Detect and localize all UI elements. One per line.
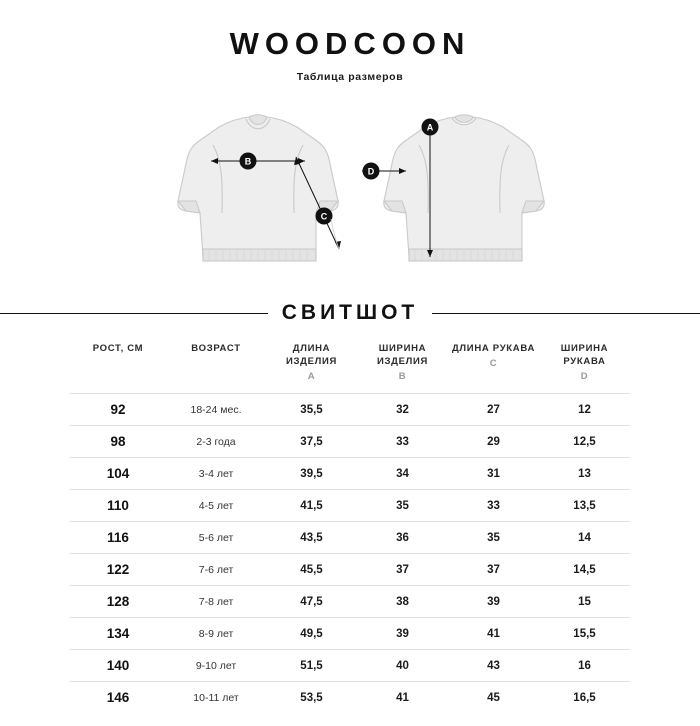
cell-sleeve-width-d: 14,5	[539, 554, 630, 586]
page-subtitle: Таблица размеров	[296, 71, 404, 83]
column-header-age	[166, 341, 266, 394]
cell-length-a: 53,5	[266, 682, 357, 714]
column-header-height-title: РОСТ, СМ	[92, 343, 144, 354]
cell-width-b: 36	[357, 522, 448, 554]
table-row	[70, 458, 630, 490]
column-header-sleeve-width-d	[539, 341, 630, 394]
table-row	[70, 586, 630, 618]
column-header-length-a-title: ДЛИНА ИЗДЕЛИЯ	[285, 343, 338, 367]
size-table-header-row	[70, 341, 630, 394]
cell-age: 8-9 лет	[166, 618, 266, 650]
cell-age: 10-11 лет	[166, 682, 266, 714]
column-header-sleeve-length-c	[448, 341, 539, 394]
column-header-sleeve-length-c-title: ДЛИНА РУКАВА	[451, 343, 536, 354]
cell-age: 3-4 лет	[166, 458, 266, 490]
cell-length-a: 41,5	[266, 490, 357, 522]
cell-height: 110	[70, 490, 166, 522]
cell-sleeve-width-d: 12,5	[539, 426, 630, 458]
cell-height: 116	[70, 522, 166, 554]
table-row	[70, 554, 630, 586]
cell-sleeve-length-c: 33	[448, 490, 539, 522]
cell-sleeve-width-d: 14	[539, 522, 630, 554]
cell-sleeve-length-c: 41	[448, 618, 539, 650]
marker-c-label: C	[320, 211, 328, 222]
cell-width-b: 41	[357, 682, 448, 714]
table-row	[70, 522, 630, 554]
table-row	[70, 682, 630, 714]
cell-height: 146	[70, 682, 166, 714]
cell-length-a: 35,5	[266, 394, 357, 426]
cell-height: 98	[70, 426, 166, 458]
cell-sleeve-length-c: 29	[448, 426, 539, 458]
cell-sleeve-width-d: 15,5	[539, 618, 630, 650]
cell-length-a: 49,5	[266, 618, 357, 650]
column-header-age-title: ВОЗРАСТ	[191, 343, 241, 354]
cell-sleeve-length-c: 45	[448, 682, 539, 714]
column-header-length-a-letter: A	[307, 370, 316, 382]
size-chart-page	[0, 26, 700, 726]
table-row	[70, 490, 630, 522]
cell-width-b: 33	[357, 426, 448, 458]
marker-d-label: D	[367, 166, 375, 177]
cell-width-b: 32	[357, 394, 448, 426]
column-header-width-b-letter: B	[398, 370, 407, 382]
cell-sleeve-length-c: 37	[448, 554, 539, 586]
column-header-width-b	[357, 341, 448, 394]
cell-sleeve-length-c: 31	[448, 458, 539, 490]
table-row	[70, 426, 630, 458]
cell-sleeve-width-d: 13,5	[539, 490, 630, 522]
cell-sleeve-length-c: 43	[448, 650, 539, 682]
garment-illustrations	[0, 89, 700, 289]
cell-height: 134	[70, 618, 166, 650]
cell-width-b: 34	[357, 458, 448, 490]
column-header-sleeve-width-d-title: ШИРИНА РУКАВА	[560, 343, 609, 367]
cell-length-a: 43,5	[266, 522, 357, 554]
cell-width-b: 39	[357, 618, 448, 650]
cell-height: 128	[70, 586, 166, 618]
brand-title: WOODCOON	[229, 26, 471, 61]
marker-b-label: B	[244, 156, 252, 167]
cell-height: 92	[70, 394, 166, 426]
cell-sleeve-length-c: 35	[448, 522, 539, 554]
table-row	[70, 618, 630, 650]
size-table	[70, 341, 630, 713]
cell-sleeve-width-d: 13	[539, 458, 630, 490]
cell-width-b: 40	[357, 650, 448, 682]
cell-length-a: 37,5	[266, 426, 357, 458]
cell-length-a: 47,5	[266, 586, 357, 618]
marker-a-label: A	[426, 122, 434, 133]
table-row	[70, 650, 630, 682]
cell-sleeve-length-c: 39	[448, 586, 539, 618]
column-header-width-b-title: ШИРИНА ИЗДЕЛИЯ	[376, 343, 429, 367]
cell-width-b: 37	[357, 554, 448, 586]
column-header-sleeve-length-c-letter: C	[489, 357, 498, 369]
cell-age: 5-6 лет	[166, 522, 266, 554]
column-header-height	[70, 341, 166, 394]
column-header-length-a	[266, 341, 357, 394]
cell-height: 122	[70, 554, 166, 586]
column-header-sleeve-width-d-letter: D	[580, 370, 589, 382]
cell-sleeve-width-d: 15	[539, 586, 630, 618]
cell-age: 18-24 мес.	[166, 394, 266, 426]
sweatshirt-back-illustration	[362, 115, 544, 261]
sweatshirt-front-illustration	[178, 115, 341, 261]
cell-age: 7-6 лет	[166, 554, 266, 586]
cell-height: 140	[70, 650, 166, 682]
cell-sleeve-length-c: 27	[448, 394, 539, 426]
cell-age: 9-10 лет	[166, 650, 266, 682]
cell-length-a: 51,5	[266, 650, 357, 682]
cell-age: 7-8 лет	[166, 586, 266, 618]
cell-height: 104	[70, 458, 166, 490]
divider-right	[432, 313, 700, 314]
cell-sleeve-width-d: 12	[539, 394, 630, 426]
cell-sleeve-width-d: 16	[539, 650, 630, 682]
cell-length-a: 39,5	[266, 458, 357, 490]
cell-age: 4-5 лет	[166, 490, 266, 522]
size-table-body	[70, 394, 630, 714]
table-row	[70, 394, 630, 426]
cell-sleeve-width-d: 16,5	[539, 682, 630, 714]
cell-length-a: 45,5	[266, 554, 357, 586]
size-table-head	[70, 341, 630, 394]
cell-width-b: 38	[357, 586, 448, 618]
cell-age: 2-3 года	[166, 426, 266, 458]
section-title: СВИТШОТ	[281, 301, 419, 324]
section-divider	[0, 301, 700, 325]
cell-width-b: 35	[357, 490, 448, 522]
divider-left	[0, 313, 268, 314]
